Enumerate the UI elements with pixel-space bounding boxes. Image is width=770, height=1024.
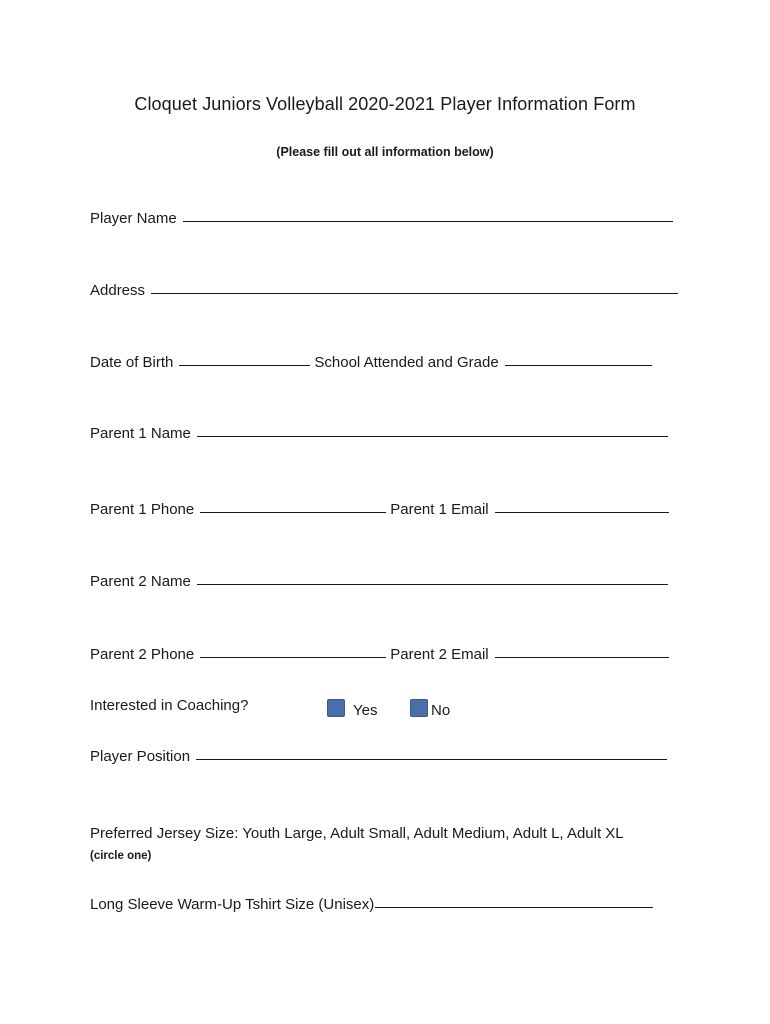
parent1-email-label: Parent 1 Email bbox=[390, 501, 489, 518]
player-name-row bbox=[90, 210, 673, 227]
player-position-field[interactable] bbox=[196, 758, 667, 760]
parent1-name-label: Parent 1 Name bbox=[90, 425, 191, 442]
date-of-birth-label: Date of Birth bbox=[90, 354, 174, 371]
no-label: No bbox=[431, 702, 451, 719]
player-position-row bbox=[90, 748, 667, 765]
parent2-name-row bbox=[90, 573, 668, 590]
school-grade-label: School Attended and Grade bbox=[314, 354, 499, 371]
date-of-birth-field[interactable] bbox=[179, 364, 310, 366]
jersey-size-row bbox=[90, 825, 624, 842]
tshirt-size-label: Long Sleeve Warm-Up Tshirt Size (Unisex) bbox=[90, 896, 375, 913]
parent1-phone-label: Parent 1 Phone bbox=[90, 501, 195, 518]
player-name-field[interactable] bbox=[183, 220, 673, 222]
page-title: Cloquet Juniors Volleyball 2020-2021 Player Information Form bbox=[134, 94, 636, 114]
parent2-name-field[interactable] bbox=[197, 583, 668, 585]
parent1-contact-row bbox=[90, 501, 669, 518]
school-grade-field[interactable] bbox=[505, 364, 652, 366]
coaching-yes-option[interactable] bbox=[327, 697, 377, 719]
parent2-contact-row bbox=[90, 646, 669, 663]
no-checkbox[interactable] bbox=[410, 699, 428, 717]
parent2-email-field[interactable] bbox=[495, 656, 669, 658]
page-subtitle: (Please fill out all information below) bbox=[276, 145, 494, 159]
address-label: Address bbox=[90, 282, 146, 299]
parent2-phone-field[interactable] bbox=[200, 656, 386, 658]
tshirt-size-row bbox=[90, 896, 653, 913]
parent1-name-field[interactable] bbox=[197, 435, 668, 437]
coaching-question-label: Interested in Coaching? bbox=[90, 697, 249, 714]
yes-label: Yes bbox=[353, 702, 378, 719]
jersey-size-label[interactable]: Preferred Jersey Size: Youth Large, Adult Small, Adult Medium, Adult L, Adult XL bbox=[90, 825, 624, 842]
yes-checkbox[interactable] bbox=[327, 699, 345, 717]
parent1-email-field[interactable] bbox=[495, 511, 669, 513]
coaching-no-option[interactable] bbox=[410, 697, 450, 719]
address-field[interactable] bbox=[151, 292, 678, 294]
player-name-label: Player Name bbox=[90, 210, 177, 227]
circle-one-note: (circle one) bbox=[90, 850, 152, 862]
parent2-email-label: Parent 2 Email bbox=[390, 646, 489, 663]
coaching-row bbox=[90, 697, 248, 714]
parent2-phone-label: Parent 2 Phone bbox=[90, 646, 195, 663]
dob-school-row bbox=[90, 354, 652, 371]
parent1-name-row bbox=[90, 425, 668, 442]
player-position-label: Player Position bbox=[90, 748, 191, 765]
tshirt-size-field[interactable] bbox=[375, 906, 653, 908]
parent2-name-label: Parent 2 Name bbox=[90, 573, 191, 590]
parent1-phone-field[interactable] bbox=[200, 511, 386, 513]
address-row bbox=[90, 282, 678, 299]
